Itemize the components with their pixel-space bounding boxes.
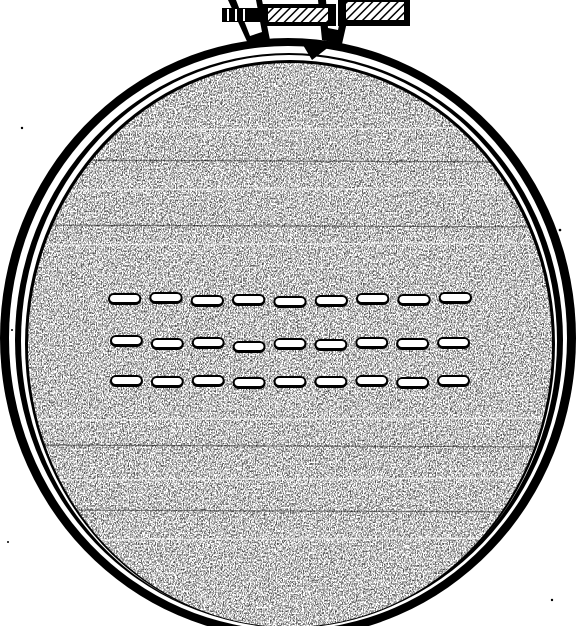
running-stitch	[439, 339, 468, 346]
running-stitch	[193, 297, 222, 304]
running-stitch	[153, 378, 182, 385]
running-stitch	[441, 294, 470, 301]
running-stitch	[235, 343, 264, 350]
running-stitch	[276, 340, 305, 347]
running-stitch	[112, 377, 141, 384]
running-stitch	[234, 296, 263, 303]
running-stitch	[439, 377, 468, 384]
running-stitch	[316, 341, 345, 348]
running-stitch	[275, 298, 304, 305]
running-stitch	[357, 339, 386, 346]
running-stitch	[194, 339, 223, 346]
running-stitch	[112, 337, 141, 344]
running-stitch	[398, 340, 427, 347]
running-stitch	[316, 378, 345, 385]
running-stitch	[110, 295, 139, 302]
running-stitch	[151, 294, 180, 301]
running-stitch	[399, 296, 428, 303]
running-stitch	[398, 379, 427, 386]
running-stitch	[235, 379, 264, 386]
running-stitch	[358, 295, 387, 302]
running-stitch	[317, 297, 346, 304]
running-stitch	[357, 377, 386, 384]
running-stitch	[194, 377, 223, 384]
running-stitch	[276, 378, 305, 385]
running-stitch	[153, 340, 182, 347]
